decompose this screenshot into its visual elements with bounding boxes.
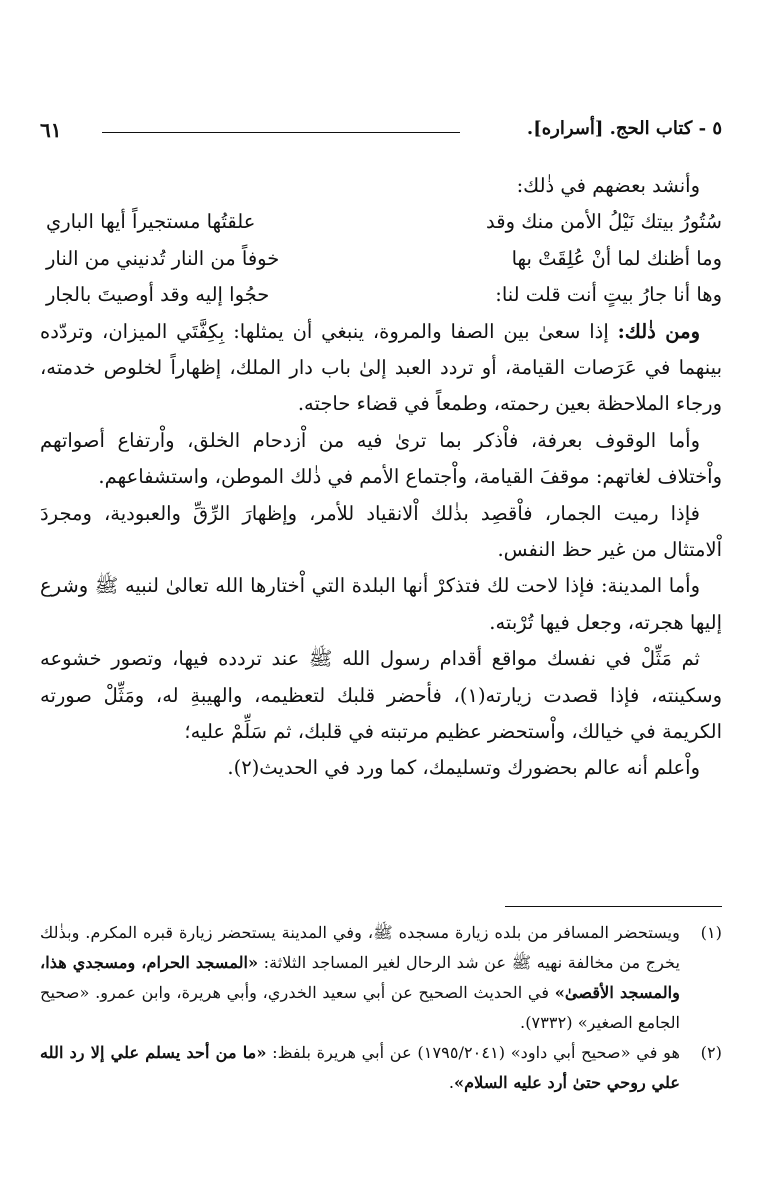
verse-first-hemistich: وها أنا جارُ بيتٍ أنت قلت لنا: <box>495 283 722 307</box>
verse-second-hemistich: خوفاً من النار تُدنيني من النار <box>46 246 280 270</box>
paragraph-visit: ثم مَثِّلْ في نفسك مواقع أقدام رسول الله ﷺ عند تردده فيها، وتصور خشوعه وسكينته، فإذا قصدت زيارته(١)، فأحضر قلبك لتعظيمه، والهيبةِ له، ومَثِّلْ صورته الكريمة في خيالك، واْستحضر عظيم مرتبته في قلبك، ثم سَلِّمْ عليه؛ <box>40 647 722 744</box>
footnote-number: (١) <box>700 923 722 942</box>
footnote-number: (٢) <box>700 1043 722 1062</box>
poem-intro: وأنشد بعضهم في ذٰلك: <box>516 174 700 197</box>
poem-verse <box>40 204 722 240</box>
running-title: ٥ - كتاب الحج. [أسراره]. <box>526 118 722 139</box>
verse-second-hemistich: علقتُها مستجيراً أيها الباري <box>46 210 256 234</box>
paragraph-safa-marwa <box>40 314 722 423</box>
paragraph-arafah: وأما الوقوف بعرفة، فاْذكر بما ترىٰ فيه من اْزدحام الخلق، واْرتفاع أصواتهم واْختلاف لغاتهم: موقفَ القيامة، واْجتماع الأمم في ذٰلك الموطن، واستشفاعهم. <box>40 428 722 489</box>
footnote-text: ويستحضر المسافر من بلده زيارة مسجده ﷺ، وفي المدينة يستحضر زيارة قبره المكرم. وبذٰلك يخرج من مخالفة نهيه ﷺ عن شد الرحال لغير المساجد الثلاثة: <box>40 923 680 972</box>
footnote-quote: «ما من أحد يسلم علي إلا رد الله علي روحي حتىٰ أرد عليه السلام» <box>40 1043 680 1092</box>
paragraph-lead: ومن ذٰلك: <box>617 319 700 343</box>
footnote <box>40 1038 722 1098</box>
poem-verse <box>40 277 722 313</box>
verse-first-hemistich: وما أظنك لما أنْ عُلِقَتْ بها <box>511 246 722 270</box>
footnote-text: . <box>448 1073 455 1092</box>
verse-first-hemistich: سُتُورُ بيتك نَيْلُ الأمن منك وقد <box>486 210 722 234</box>
footnotes <box>40 918 722 1098</box>
page-number: ٦١ <box>40 118 62 142</box>
footnote-text: في الحديث الصحيح عن أبي سعيد الخدري، وأبي هريرة، وابن عمرو. «صحيح الجامع الصغير» (٧٣٣٢). <box>40 983 680 1032</box>
paragraph-hadith: واْعلم أنه عالم بحضورك وتسليمك، كما ورد في الحديث(٢). <box>227 756 700 780</box>
header-rule <box>102 132 460 133</box>
poem <box>40 204 722 313</box>
footnote-quote: «المسجد الحرام، ومسجدي هذا، والمسجد الأقصىٰ» <box>40 953 680 1002</box>
paragraph-text: إذا سعىٰ بين الصفا والمروة، ينبغي أن يمثلها: بِكِفَّتَي الميزان، وتردّده بينهما في عَرَصات القيامة، أو تردد العبد إلىٰ باب دار الملك، إظهاراً لخلوص خدمته، ورجاء الملاحظة بعين رحمته، وطمعاً في قضاء حاجته. <box>40 319 722 416</box>
verse-second-hemistich: حجُوا إليه وقد أوصيتَ بالجار <box>46 283 270 307</box>
page-header <box>40 118 722 148</box>
footnote <box>40 918 722 1038</box>
poem-verse <box>40 241 722 277</box>
footnote-text: هو في «صحيح أبي داود» (١٧٩٥/٢٠٤١) عن أبي هريرة بلفظ: <box>266 1043 680 1062</box>
footnote-separator <box>505 906 722 907</box>
main-text <box>40 168 722 787</box>
paragraph-madinah: وأما المدينة: فإذا لاحت لك فتذكرْ أنها البلدة التي اْختارها الله تعالىٰ لنبيه ﷺ وشرع إليها هجرته، وجعل فيها تُرْبته. <box>40 574 722 634</box>
paragraph-jamarat: فإذا رميت الجمار، فاْقصِد بذٰلك اْلانقياد للأمر، وإظهارَ الرِّقِّ والعبودية، ومجردَ اْلامتثال من غير حظ النفس. <box>40 501 722 562</box>
